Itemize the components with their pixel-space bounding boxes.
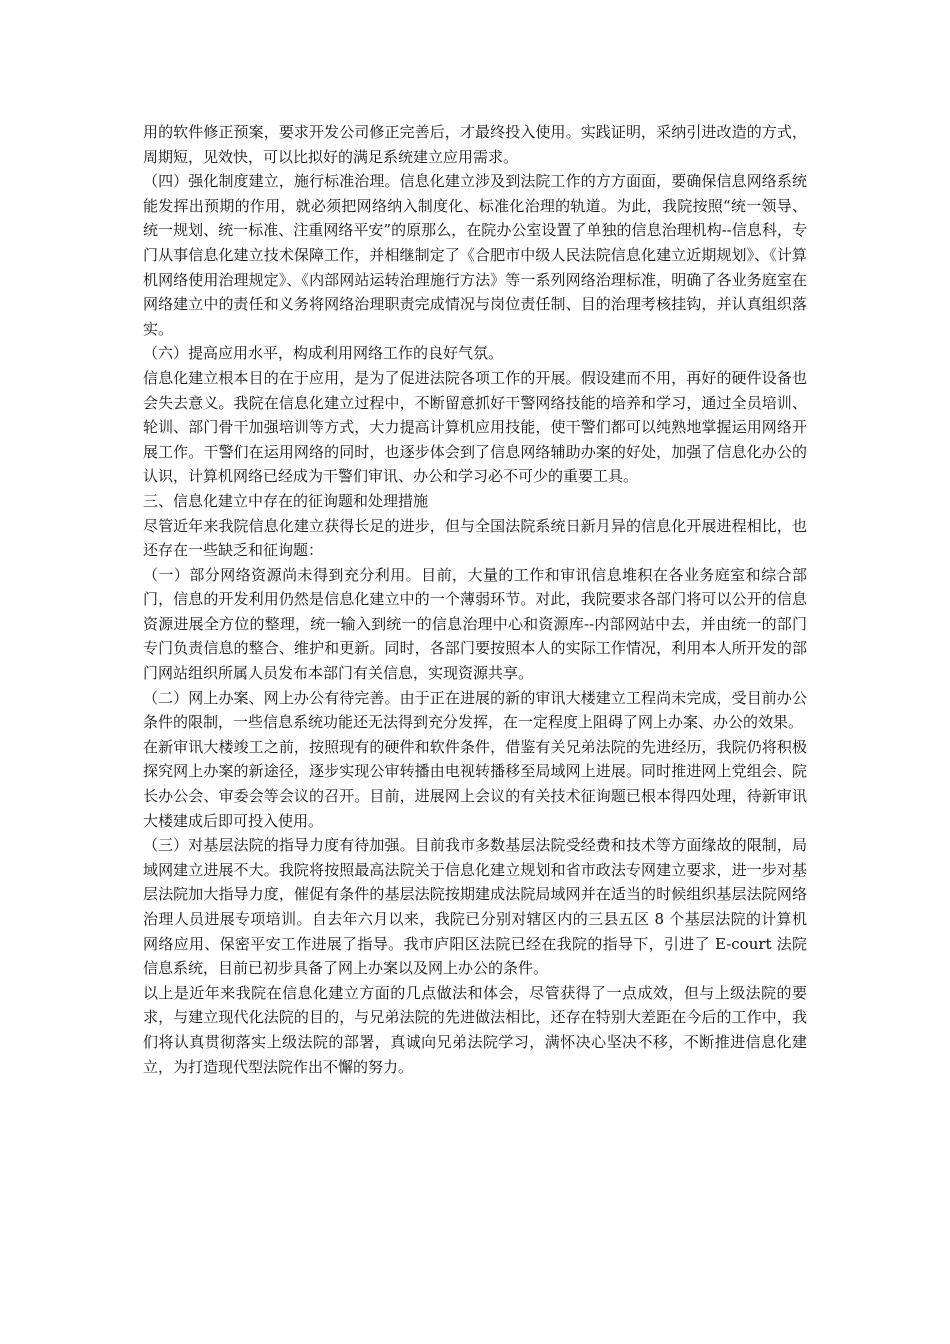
paragraph-software-revision: 用的软件修正预案，要求开发公司修正完善后，才最终投入使用。实践证明，采纳引进改造的方式，周期短，见效快，可以比拟好的满足系统建立应用需求。	[143, 123, 807, 166]
section-three-heading: 三、信息化建立中存在的征询题和处理措施	[143, 491, 429, 510]
document-body	[143, 120, 807, 1079]
paragraph-problems-intro: 尽管近年来我院信息化建立获得长足的进步，但与全国法院系统日新月异的信息化开展进程相比，也还存在一些缺乏和征询题：	[143, 516, 807, 560]
paragraph-conclusion: 以上是近年来我院在信息化建立方面的几点做法和体会，尽管获得了一点成效，但与上级法院的要求，与建立现代化法院的目的，与兄弟法院的先进做法相比，还存在特别大差距在今后的工作中，我们将认真贯彻落实上级法院的部署，真诚向兄弟法院学习，满怀决心坚决不移，不断推进信息化建立，为打造现代型法院作出不懈的努力。	[143, 983, 807, 1076]
paragraph-application-purpose: 信息化建立根本目的在于应用，是为了促进法院各项工作的开展。假设建而不用，再好的硬件设备也会失去意义。我院在信息化建立过程中，不断留意抓好干警网络技能的培养和学习，通过全员培训、轮训、部门骨干加强培训等方式，大力提高计算机应用技能，使干警们都可以纯熟地掌握运用网络开展工作。干警们在运用网络的同时，也逐步体会到了信息网络辅助办案的好处，加强了信息化办公的认识，计算机网络已经成为干警们审讯、办公和学习必不可少的重要工具。	[143, 368, 807, 486]
paragraph-section-four-standards: （四）强化制度建立，施行标准治理。信息化建立涉及到法院工作的方方面面，要确保信息网络系统能发挥出预期的作用，就必须把网络纳入制度化、标准化治理的轨道。为此，我院按照“统一领导、统一规划、统一标准、注重网络平安”的原那么，在院办公室设置了单独的信息治理机构--信息科，专门从事信息化建立技术保障工作，并相继制定了《合肥市中级人民法院信息化建立近期规划》、《计算机网络使用治理规定》、《内部网站运转治理施行方法》等一系列网络治理标准，明确了各业务庭室在网络建立中的责任和义务将网络治理职责完成情况与岗位责任制、目的治理考核挂钩，并认真组织落实。	[143, 172, 807, 338]
paragraph-problem-three-grassroots: （三）对基层法院的指导力度有待加强。目前我市多数基层法院受经费和技术等方面缘故的限制，局域网建立进展不大。我院将按照最高法院关于信息化建立规划和省市政法专网建立要求，进一步对基层法院加大指导力度，催促有条件的基层法院按期建成法院局域网并在适当的时候组织基层法院网络治理人员进展专项培训。自去年六月以来，我院已分别对辖区内的三县五区 8 个基层法院的计算机网络应用、保密平安工作进展了指导。我市庐阳区法院已经在我院的指导下，引进了 E-court 法院信息系统，目前已初步具备了网上办案以及网上办公的条件。	[143, 836, 807, 978]
paragraph-problem-one-resources: （一）部分网络资源尚未得到充分利用。目前，大量的工作和审讯信息堆积在各业务庭室和综合部门，信息的开发利用仍然是信息化建立中的一个薄弱环节。对此，我院要求各部门将可以公开的信息资源进展全方位的整理，统一输入到统一的信息治理中心和资源库--内部网站中去，并由统一的部门专门负责信息的整合、维护和更新。同时，各部门要按照本人的实际工作情况，利用本人所开发的部门网站组织所属人员发布本部门有关信息，实现资源共享。	[143, 565, 807, 683]
paragraph-section-six-heading: （六）提高应用水平，构成利用网络工作的良好气氛。	[143, 344, 504, 363]
paragraph-problem-two-online-office: （二）网上办案、网上办公有待完善。由于正在进展的新的审讯大楼建立工程尚未完成，受目前办公条件的限制，一些信息系统功能还无法得到充分发挥，在一定程度上阻碍了网上办案、办公的效果。	[143, 688, 807, 732]
paragraph-new-building-plan: 在新审讯大楼竣工之前，按照现有的硬件和软件条件，借鉴有关兄弟法院的先进经历，我院仍将积极探究网上办案的新途径，逐步实现公审转播由电视转播移至局域网上进展。同时推进网上党组会、院长办公会、审委会等会议的召开。目前，进展网上会议的有关技术征询题已根本得四处理，待新审讯大楼建成后即可投入使用。	[143, 737, 807, 830]
